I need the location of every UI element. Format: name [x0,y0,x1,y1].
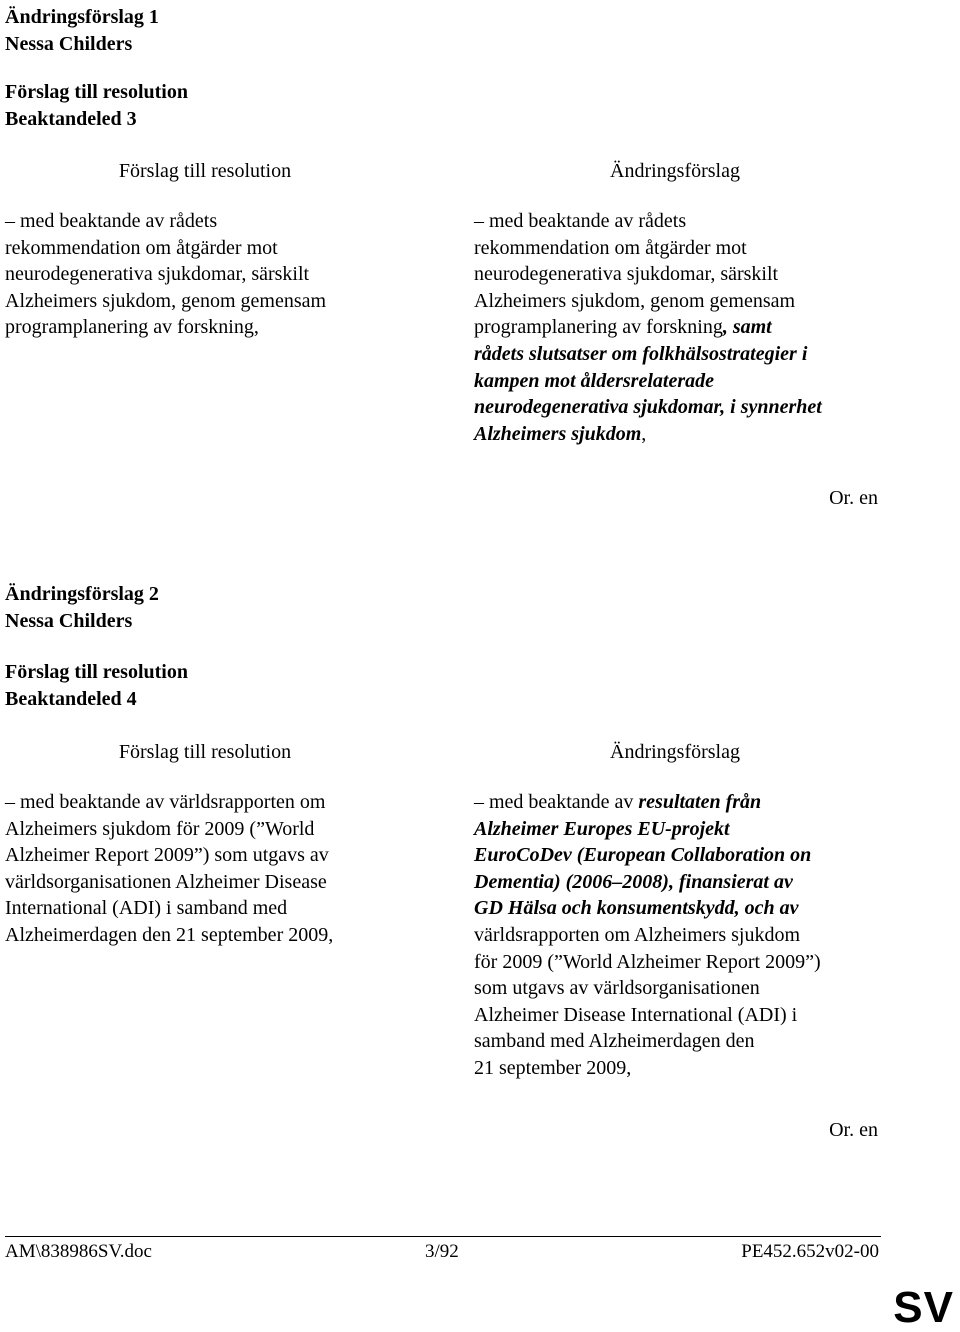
amendment-1-amended-text [474,208,822,447]
original-text-line: Alzheimers sjukdom för 2009 (”World [5,817,315,840]
amended-text-segment: 21 september 2009, [474,1056,632,1079]
original-text-line: neurodegenerativa sjukdomar, särskilt [5,263,310,286]
amended-text-segment: – med beaktande av [474,791,639,813]
amended-text-segment: – med beaktande av rådets [474,210,687,232]
amended-text-line [474,816,821,843]
amended-text-line [474,208,822,235]
amended-text-segment: som utgavs av världsorganisationen [474,977,760,1000]
amended-text-segment: samband med Alzheimerdagen den [474,1030,755,1053]
original-text-line: – med beaktande av världsrapporten om [5,791,326,813]
amended-text-segment: för 2009 (”World Alzheimer Report 2009”) [474,950,821,973]
footer-page-number: 3/92 [425,1241,459,1262]
original-text-line: – med beaktande av rådets [5,210,218,232]
amendment-2-right-heading: Ändringsförslag [610,741,740,763]
amended-text-change: Alzheimers sjukdom [474,422,642,445]
original-text-line: Alzheimerdagen den 21 september 2009, [5,923,334,946]
original-text-line: International (ADI) i samband med [5,897,288,920]
amendment-1-author: Nessa Childers [5,33,133,55]
amendment-1-left-heading: Förslag till resolution [118,160,292,182]
amendment-1-heading: Ändringsförslag 1 [5,6,159,28]
amended-text-line [474,869,821,896]
amended-text-segment: , [641,422,647,445]
amended-text-line [474,1002,821,1029]
amended-text-change: neurodegenerativa sjukdomar, i synnerhet [474,396,822,419]
amendment-2-amended-text [474,789,821,1082]
amended-text-line [474,341,822,368]
original-text-line: Alzheimer Report 2009”) som utgavs av [5,844,329,867]
amended-text-change: GD Hälsa och konsumentskydd, och av [474,897,799,920]
amended-text-change: rådets slutsatser om folkhälsostrategier i [474,342,808,365]
amendment-1-right-heading: Ändringsförslag [610,160,740,182]
original-text-line: programplanering av forskning, [5,316,259,339]
amendment-1-original-text [5,208,326,341]
amended-text-segment: rekommendation om åtgärder mot [474,236,747,259]
amended-text-segment: världsrapporten om Alzheimers sjukdom [474,923,801,946]
amended-text-line [474,789,821,816]
amendment-2-proposal-label: Förslag till resolution [5,661,188,683]
amendment-1-original-language: Or. en [829,487,878,509]
amended-text-line [474,949,821,976]
amended-text-segment: Alzheimer Disease International (ADI) i [474,1003,798,1026]
amended-text-segment: neurodegenerativa sjukdomar, särskilt [474,263,779,286]
original-text-line: rekommendation om åtgärder mot [5,236,278,259]
amended-text-line [474,314,822,341]
amended-text-line [474,261,822,288]
amended-text-line [474,368,822,395]
amended-text-line [474,394,822,421]
amended-text-change: EuroCoDev (European Collaboration on [474,844,812,867]
amended-text-line [474,1028,821,1055]
amended-text-change: Dementia) (2006–2008), finansierat av [474,870,793,893]
original-text-line: världsorganisationen Alzheimer Disease [5,870,327,893]
amended-text-change: , samt [722,316,772,339]
amended-text-line [474,922,821,949]
amendment-2-original-language: Or. en [829,1119,878,1141]
footer-divider [5,1236,881,1237]
language-badge: SV [893,1283,954,1332]
amended-text-line [474,235,822,262]
footer-pe-reference: PE452.652v02-00 [741,1241,879,1262]
footer-doc-reference: AM\838986SV.doc [5,1241,152,1262]
amended-text-line [474,895,821,922]
original-text-line: Alzheimers sjukdom, genom gemensam [5,289,327,312]
amended-text-line [474,421,822,448]
amendment-1-proposal-label: Förslag till resolution [5,81,188,103]
amendment-2-left-heading: Förslag till resolution [118,741,292,763]
amendment-2-author: Nessa Childers [5,610,133,632]
amendment-1-citation: Beaktandeled 3 [5,108,137,130]
amended-text-change: Alzheimer Europes EU-projekt [474,817,730,840]
amended-text-line [474,975,821,1002]
amended-text-change: resultaten från [638,791,762,813]
amended-text-line [474,288,822,315]
amended-text-change: kampen mot åldersrelaterade [474,369,714,392]
amended-text-line [474,842,821,869]
amendment-2-citation: Beaktandeled 4 [5,688,137,710]
amended-text-segment: programplanering av forskning [474,316,723,339]
amendment-2-heading: Ändringsförslag 2 [5,583,159,605]
amended-text-segment: Alzheimers sjukdom, genom gemensam [474,289,796,312]
amended-text-line [474,1055,821,1082]
amendment-2-original-text [5,789,333,949]
